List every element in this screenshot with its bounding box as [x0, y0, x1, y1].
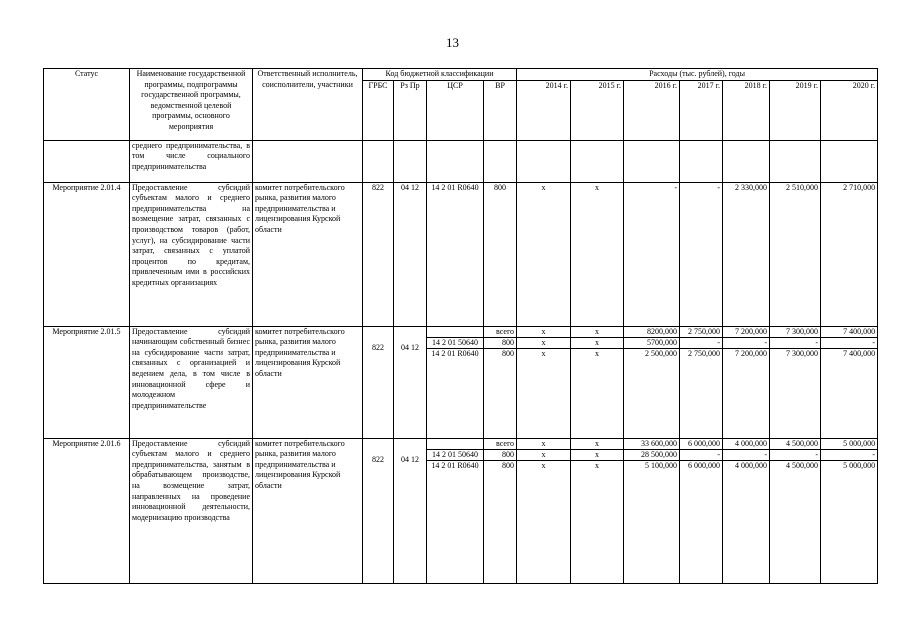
row-2020: 7 400,000 - 7 400,000 — [821, 326, 878, 438]
header-row — [44, 69, 878, 81]
page-number: 13 — [446, 35, 459, 50]
row-grbs: 822 — [363, 438, 394, 583]
row-2014: x x x — [517, 438, 571, 583]
row-2015: x x x — [571, 438, 624, 583]
table-row — [44, 182, 878, 326]
row-csr: 14 2 01 50640 14 2 01 R0640 — [427, 438, 484, 583]
header-2020: 2020 г. — [821, 80, 878, 140]
header-kbk: Код бюджетной классификации — [363, 69, 517, 81]
row-2015: x — [571, 182, 624, 326]
row-2018: 2 330,000 — [723, 182, 770, 326]
row-name: Предоставление субсидий начинающим собственный бизнес на субсидирование части затрат, связанных с организацией и ведением дела, в том числе в инновационной сфере и молодежном предпринимательстве — [130, 326, 253, 438]
row-2020: 5 000,000 - 5 000,000 — [821, 438, 878, 583]
continuation-row — [44, 140, 878, 182]
table-row — [44, 438, 878, 583]
row-grbs: 822 — [363, 182, 394, 326]
row-responsible: комитет потребительского рынка, развития малого предпринимательства и лицензирования Курской области — [253, 438, 363, 583]
header-rzpr: Рз Пр — [394, 80, 427, 140]
header-status: Статус — [44, 69, 130, 141]
row-name: Предоставление субсидий субъектам малого и среднего предпринимательства на возмещение затрат, связанных с производством товаров (работ, услуг), на субсидирование части затрат, связанных с уплатой процентов по кредитам, привлеченным ими в российских кредитных организациях — [130, 182, 253, 326]
row-csr: 14 2 01 R0640 — [427, 182, 484, 326]
row-2020: 2 710,000 — [821, 182, 878, 326]
header-2018: 2018 г. — [723, 80, 770, 140]
header-vr: ВР — [484, 80, 517, 140]
row-status: Мероприятие 2.01.5 — [44, 326, 130, 438]
row-vr: всего 800 800 — [484, 326, 517, 438]
header-expenses: Расходы (тыс. рублей), годы — [517, 69, 878, 81]
header-name: Наименование государственной программы, подпрограммы государственной программы, ведомственной целевой программы, основного мероприятия — [130, 69, 253, 141]
row-2017: 2 750,000 - 2 750,000 — [680, 326, 723, 438]
row-responsible: комитет потребительского рынка, развития малого предпринимательства и лицензирования Курской области — [253, 326, 363, 438]
table-row — [44, 326, 878, 438]
row-responsible: комитет потребительского рынка, развития малого предпринимательства и лицензирования Курской области — [253, 182, 363, 326]
row-2019: 4 500,000 - 4 500,000 — [770, 438, 821, 583]
row-2016: - — [624, 182, 680, 326]
header-csr: ЦСР — [427, 80, 484, 140]
header-2019: 2019 г. — [770, 80, 821, 140]
row-2016: 33 600,000 28 500,000 5 100,000 — [624, 438, 680, 583]
row-2017: 6 000,000 - 6 000,000 — [680, 438, 723, 583]
row-status: Мероприятие 2.01.6 — [44, 438, 130, 583]
header-2014: 2014 г. — [517, 80, 571, 140]
row-vr: 800 — [484, 182, 517, 326]
row-2016: 8200,000 5700,000 2 500,000 — [624, 326, 680, 438]
row-rzpr: 04 12 — [394, 326, 427, 438]
header-grbs: ГРБС — [363, 80, 394, 140]
header-2017: 2017 г. — [680, 80, 723, 140]
row-2019: 2 510,000 — [770, 182, 821, 326]
row-2015: x x x — [571, 326, 624, 438]
row-vr: всего 800 800 — [484, 438, 517, 583]
row-2018: 7 200,000 - 7 200,000 — [723, 326, 770, 438]
row-rzpr: 04 12 — [394, 438, 427, 583]
row-2018: 4 000,000 - 4 000,000 — [723, 438, 770, 583]
row-2019: 7 300,000 - 7 300,000 — [770, 326, 821, 438]
row-rzpr: 04 12 — [394, 182, 427, 326]
row-csr: 14 2 01 50640 14 2 01 R0640 — [427, 326, 484, 438]
row-2017: - — [680, 182, 723, 326]
row-name: Предоставление субсидий субъектам малого и среднего предпринимательства, занятым в обрабатывающем производстве, на возмещение затрат, направленных на проведение инновационной деятельности, модернизацию производства — [130, 438, 253, 583]
header-responsible: Ответственный исполнитель, соисполнители, участники — [253, 69, 363, 141]
header-2015: 2015 г. — [571, 80, 624, 140]
row-2014: x x x — [517, 326, 571, 438]
continuation-name: среднего предпринимательства, в том числе социального предпринимательства — [130, 140, 253, 182]
row-status: Мероприятие 2.01.4 — [44, 182, 130, 326]
budget-table — [43, 68, 878, 584]
row-grbs: 822 — [363, 326, 394, 438]
row-2014: x — [517, 182, 571, 326]
header-2016: 2016 г. — [624, 80, 680, 140]
